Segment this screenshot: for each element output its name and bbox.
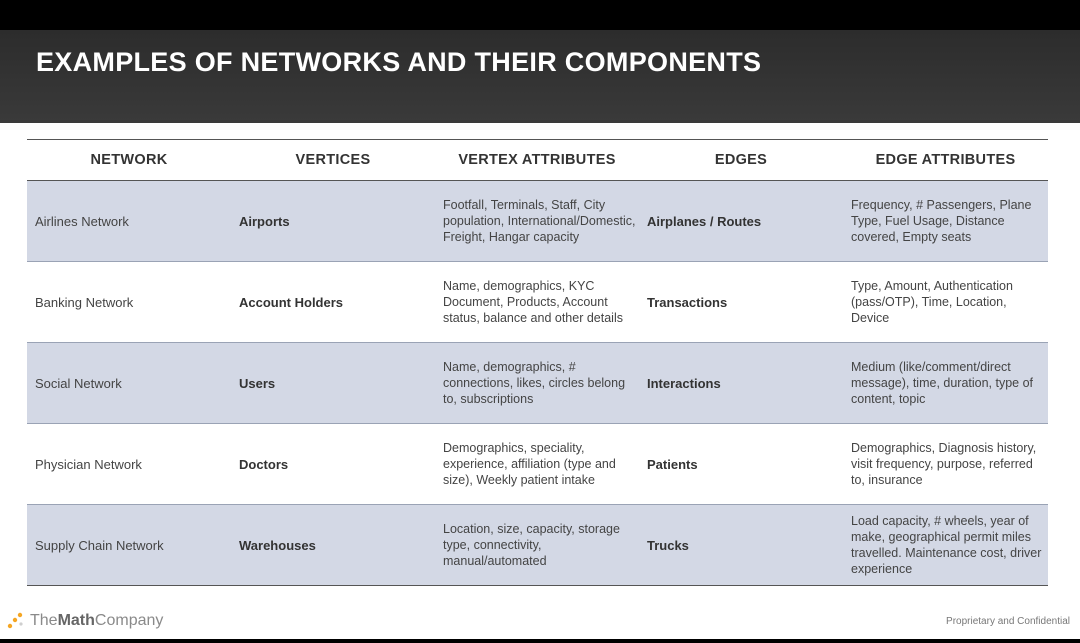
header-edges: EDGES [714, 152, 768, 168]
header-network: NETWORK [90, 152, 168, 168]
vertex-attributes-cell: Name, demographics, # connections, likes, circles belong to, subscriptions [443, 360, 626, 406]
bottom-black-bar [0, 639, 1080, 643]
header-vertex-attributes: VERTEX ATTRIBUTES [458, 152, 616, 168]
table-row [27, 505, 1048, 586]
edges-cell: Interactions [647, 375, 721, 391]
edges-cell: Transactions [647, 294, 728, 310]
vertices-cell: Users [239, 375, 276, 391]
vertices-cell: Account Holders [239, 294, 344, 310]
vertices-cell: Doctors [239, 456, 289, 472]
edges-cell: Trucks [647, 537, 689, 553]
edge-attributes-cell: Load capacity, # wheels, year of make, geographical permit miles travelled. Maintenance cost, driver experience [851, 514, 1042, 576]
edges-cell: Airplanes / Routes [647, 213, 762, 229]
edge-attributes-cell: Type, Amount, Authentication (pass/OTP), Time, Location, Device [851, 279, 1013, 325]
vertex-attributes-cell: Footfall, Terminals, Staff, City population, International/Domestic, Freight, Hangar capacity [443, 198, 636, 244]
network-cell: Social Network [35, 375, 122, 391]
dots-logo-icon [6, 611, 26, 631]
logo-bold: Math [57, 612, 95, 629]
networks-table [27, 139, 1048, 586]
vertex-attributes-cell: Demographics, speciality, experience, affiliation (type and size), Weekly patient intake [443, 441, 616, 487]
edge-attributes-cell: Frequency, # Passengers, Plane Type, Fuel Usage, Distance covered, Empty seats [851, 198, 1032, 244]
slide-title: EXAMPLES OF NETWORKS AND THEIR COMPONENTS [36, 47, 762, 77]
vertices-cell: Airports [239, 213, 290, 229]
table-row [27, 424, 1048, 505]
table-header-row [27, 139, 1048, 181]
edge-attributes-cell: Demographics, Diagnosis history, visit frequency, purpose, referred to, insurance [851, 441, 1037, 487]
network-cell: Banking Network [35, 294, 134, 310]
table-row [27, 262, 1048, 343]
logo-wordmark [30, 612, 163, 630]
vertex-attributes-cell: Name, demographics, KYC Document, Products, Account status, balance and other details [443, 279, 623, 325]
edge-attributes-cell: Medium (like/comment/direct message), time, duration, type of content, topic [851, 360, 1034, 406]
top-black-bar [0, 0, 1080, 30]
company-logo [6, 611, 163, 631]
logo-prefix: The [30, 612, 58, 629]
header-vertices: VERTICES [295, 152, 371, 168]
vertex-attributes-cell: Location, size, capacity, storage type, connectivity, manual/automated [443, 522, 620, 568]
network-cell: Supply Chain Network [35, 537, 164, 553]
table-row [27, 343, 1048, 424]
network-cell: Physician Network [35, 456, 142, 472]
edges-cell: Patients [647, 456, 698, 472]
logo-suffix: Company [94, 612, 164, 629]
table-row [27, 181, 1048, 262]
network-cell: Airlines Network [35, 213, 129, 229]
vertices-cell: Warehouses [239, 537, 316, 553]
header-edge-attributes: EDGE ATTRIBUTES [875, 152, 1016, 168]
confidentiality-note: Proprietary and Confidential [946, 616, 1070, 627]
